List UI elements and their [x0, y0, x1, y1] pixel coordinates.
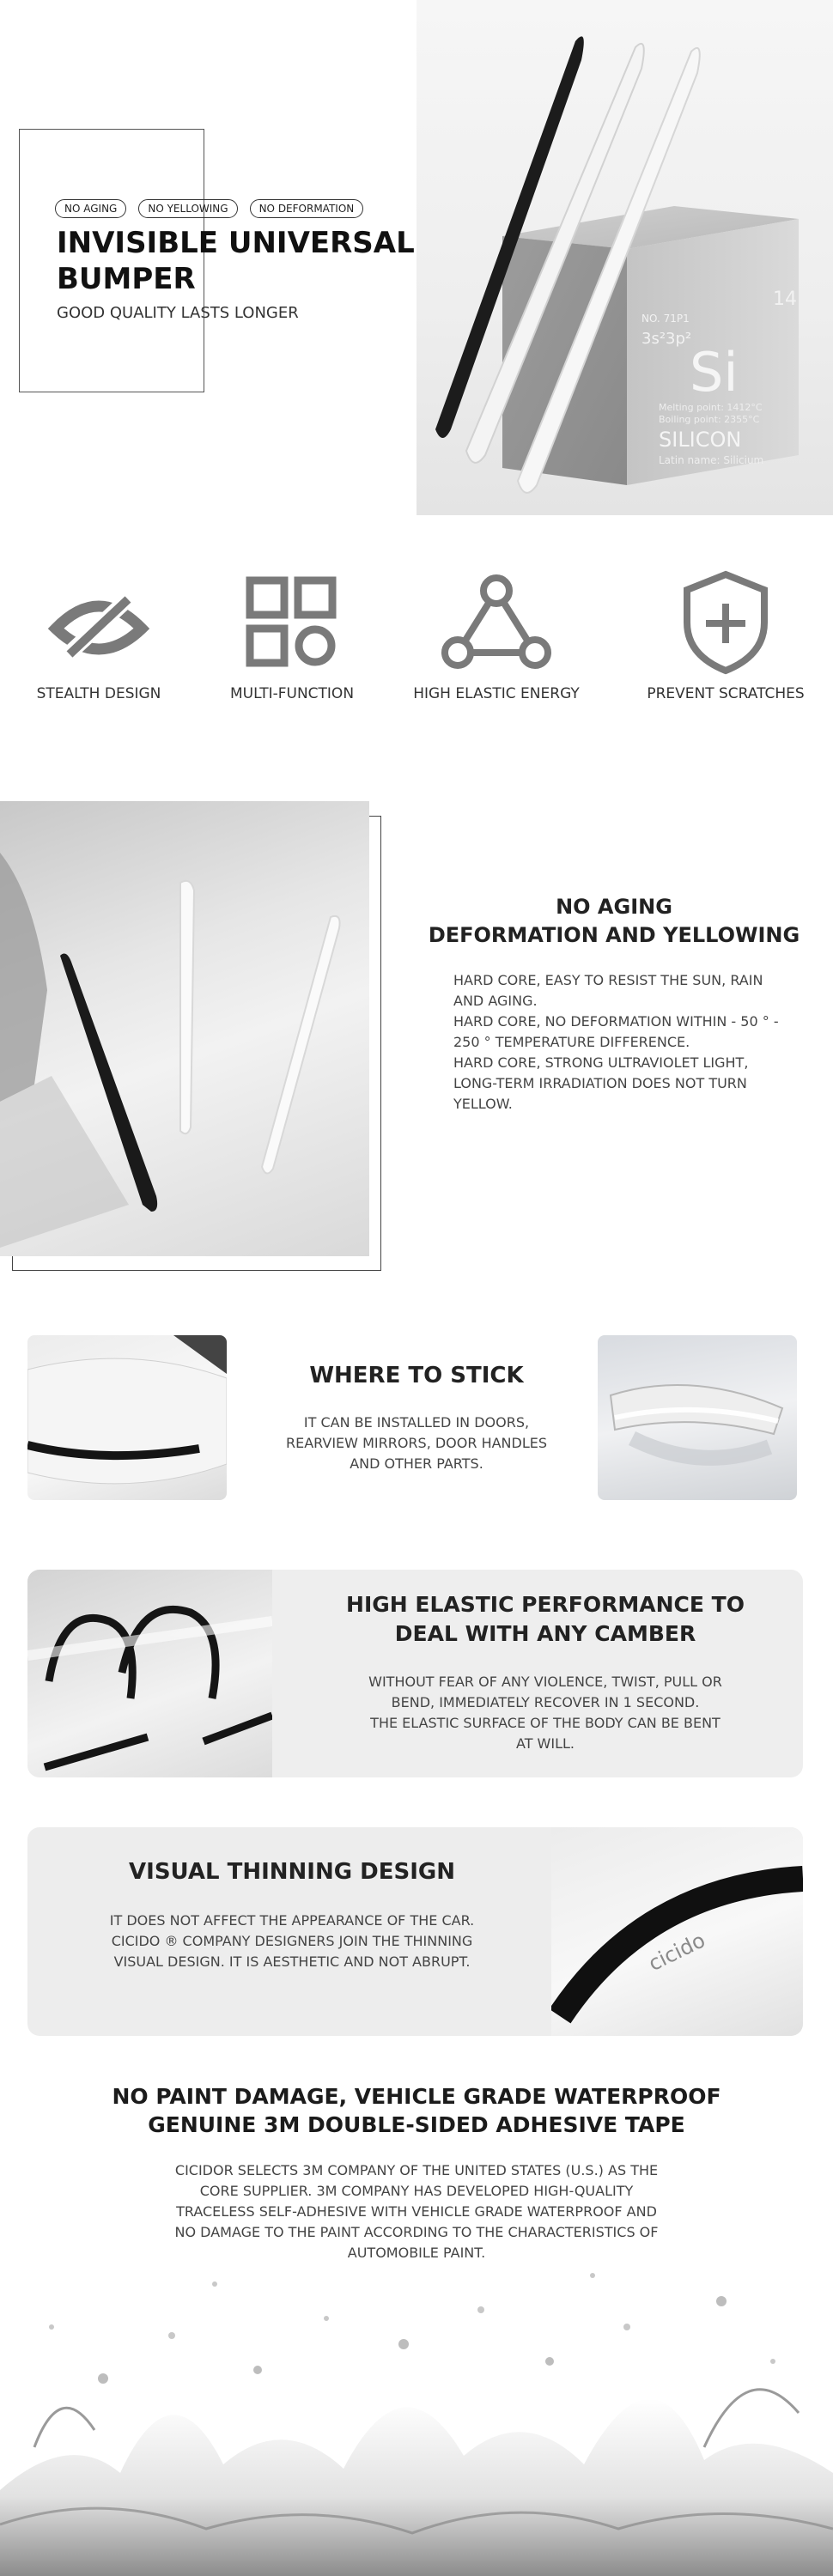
- stick-description: [275, 1413, 558, 1474]
- brand-mark: cicido: [644, 1928, 709, 1977]
- tag-no-deformation: NO DEFORMATION: [250, 199, 364, 218]
- elastic-title-line1: HIGH ELASTIC PERFORMANCE TO: [346, 1592, 745, 1617]
- eye-slash-icon: [0, 567, 198, 678]
- paint-line: TRACELESS SELF-ADHESIVE WITH VEHICLE GRADE WATERPROOF AND: [176, 2203, 657, 2220]
- aging-line: HARD CORE, NO DEFORMATION WITHIN - 50 ° - 250 ° TEMPERATURE DIFFERENCE.: [453, 1013, 779, 1050]
- elastic-title-line2: DEAL WITH ANY CAMBER: [394, 1621, 696, 1646]
- aging-title-line2: DEFORMATION AND YELLOWING: [428, 923, 800, 947]
- aging-description: [453, 970, 780, 1115]
- cube-config: 3s²3p²: [641, 330, 692, 348]
- aging-title-line1: NO AGING: [556, 895, 672, 919]
- shield-plus-icon: [627, 567, 824, 678]
- paint-title: [43, 2082, 790, 2139]
- triangle-nodes-icon: [398, 567, 595, 678]
- cube-symbol: Si: [690, 341, 739, 404]
- feature-label: PREVENT SCRATCHES: [647, 685, 805, 702]
- aging-product-photo: [0, 801, 369, 1256]
- elastic-title: [335, 1590, 756, 1649]
- cube-number: 14: [773, 289, 797, 310]
- hero-tags: [55, 199, 363, 218]
- door-handle-photo: [598, 1335, 797, 1500]
- hero-product-photo: [416, 0, 833, 515]
- aging-title: [421, 893, 807, 950]
- aging-line: HARD CORE, STRONG ULTRAVIOLET LIGHT, LONG-TERM IRRADIATION DOES NOT TURN YELLOW.: [453, 1054, 749, 1112]
- thinning-line: VISUAL DESIGN. IT IS AESTHETIC AND NOT ABRUPT.: [113, 1953, 471, 1970]
- hero-title: [57, 225, 460, 297]
- stick-line: IT CAN BE INSTALLED IN DOORS,: [303, 1414, 530, 1431]
- tag-no-aging: NO AGING: [55, 199, 126, 218]
- elastic-line: WITHOUT FEAR OF ANY VIOLENCE, TWIST, PULL OR: [368, 1674, 722, 1690]
- paint-line: AUTOMOBILE PAINT.: [347, 2245, 486, 2261]
- hero-illustration: [416, 0, 833, 515]
- hero-title-line1: INVISIBLE UNIVERSAL: [57, 226, 415, 260]
- thinning-title: VISUAL THINNING DESIGN: [129, 1859, 455, 1885]
- stick-line: AND OTHER PARTS.: [350, 1455, 483, 1472]
- feature-label: STEALTH DESIGN: [36, 685, 161, 702]
- cube-config-top: NO. 71P1: [641, 313, 690, 325]
- feature-elastic: [398, 567, 595, 702]
- thinning-photo: [551, 1827, 803, 2036]
- cube-boiling: Boiling point: 2355°C: [659, 414, 760, 425]
- hero-subtitle: GOOD QUALITY LASTS LONGER: [57, 304, 299, 322]
- thinning-line: CICIDO ® COMPANY DESIGNERS JOIN THE THINNING: [111, 1933, 473, 1949]
- water-splash-image: [0, 2233, 833, 2576]
- paint-line: NO DAMAGE TO THE PAINT ACCORDING TO THE CHARACTERISTICS OF: [174, 2224, 659, 2240]
- grid-icon: [193, 567, 391, 678]
- aging-line: HARD CORE, EASY TO RESIST THE SUN, RAIN AND AGING.: [453, 972, 763, 1009]
- paint-line: CICIDOR SELECTS 3M COMPANY OF THE UNITED STATES (U.S.) AS THE: [174, 2162, 659, 2178]
- paint-title-line2: GENUINE 3M DOUBLE-SIDED ADHESIVE TAPE: [148, 2112, 685, 2137]
- tag-no-yellowing: NO YELLOWING: [138, 199, 237, 218]
- elastic-line: AT WILL.: [515, 1735, 575, 1752]
- feature-multifunction: [193, 567, 391, 702]
- feature-label: MULTI-FUNCTION: [229, 685, 355, 702]
- feature-label: HIGH ELASTIC ENERGY: [413, 685, 580, 702]
- thinning-description: [77, 1911, 507, 1972]
- thinning-line: IT DOES NOT AFFECT THE APPEARANCE OF THE CAR.: [109, 1912, 475, 1929]
- cube-name: SILICON: [659, 428, 742, 452]
- hero-title-line2: BUMPER: [57, 262, 196, 296]
- elastic-line: BEND, IMMEDIATELY RECOVER IN 1 SECOND.: [391, 1694, 700, 1710]
- mirror-photo: [27, 1335, 227, 1500]
- feature-stealth: [0, 567, 198, 702]
- cube-latin: Latin name: Silicium: [659, 454, 764, 466]
- feature-scratches: [627, 567, 824, 702]
- paint-line: CORE SUPPLIER. 3M COMPANY HAS DEVELOPED HIGH-QUALITY: [199, 2183, 634, 2199]
- stick-title: WHERE TO STICK: [309, 1363, 524, 1388]
- cube-melting: Melting point: 1412°C: [659, 402, 763, 413]
- elastic-line: THE ELASTIC SURFACE OF THE BODY CAN BE BENT: [370, 1715, 721, 1731]
- elastic-photo: [27, 1570, 272, 1777]
- paint-title-line1: NO PAINT DAMAGE, VEHICLE GRADE WATERPROOF: [112, 2084, 721, 2109]
- elastic-description: [344, 1672, 747, 1754]
- stick-line: REARVIEW MIRRORS, DOOR HANDLES: [285, 1435, 548, 1451]
